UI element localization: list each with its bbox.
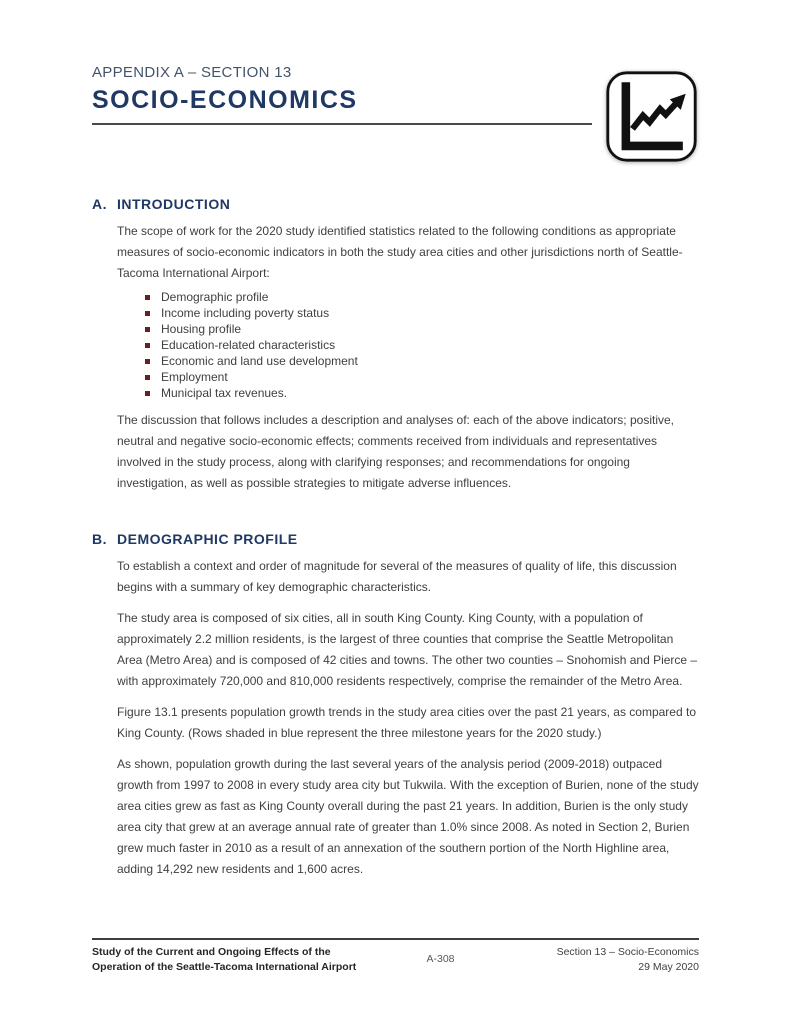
page-content [92, 64, 700, 880]
list-item [145, 289, 700, 305]
section-demographic-profile [92, 531, 700, 880]
paragraph: To establish a context and order of magnitude for several of the measures of quality of life, this discussion begins with a summary of key demographic characteristics. [117, 559, 677, 594]
list-item [145, 385, 700, 401]
footer-section-label: Section 13 – Socio-Economics [556, 946, 699, 958]
footer-study-title-line2: Operation of the Seattle-Tacoma International Airport [92, 961, 357, 973]
footer-section-info [514, 945, 699, 975]
square-bullet-icon [145, 391, 150, 396]
section-b-letter: B. [92, 531, 107, 547]
list-item [145, 353, 700, 369]
square-bullet-icon [145, 311, 150, 316]
list-item-text: Municipal tax revenues. [161, 386, 288, 400]
section-b-heading [92, 531, 700, 547]
page-title: SOCIO-ECONOMICS [92, 86, 358, 114]
intro-paragraph: The scope of work for the 2020 study identified statistics related to the following conditions as appropriate measures of socio-economic indicators in both the study area cities and other jurisdictions north of Seattle-Tacoma International Airport: [117, 224, 683, 280]
square-bullet-icon [145, 295, 150, 300]
page-number: A-308 [426, 953, 455, 965]
square-bullet-icon [145, 375, 150, 380]
list-item [145, 305, 700, 321]
square-bullet-icon [145, 343, 150, 348]
header-title-block [92, 64, 592, 125]
footer-date: 29 May 2020 [638, 961, 699, 973]
list-item [145, 369, 700, 385]
list-item-text: Housing profile [161, 322, 242, 336]
document-footer [92, 938, 699, 975]
footer-study-title [92, 945, 367, 975]
footer-study-title-line1: Study of the Current and Ongoing Effects of the [92, 946, 331, 958]
appendix-eyebrow: APPENDIX A – SECTION 13 [92, 64, 292, 81]
square-bullet-icon [145, 327, 150, 332]
list-item-text: Income including poverty status [161, 306, 330, 320]
paragraph: The study area is composed of six cities, all in south King County. King County, with a population of approximately 2.2 million residents, is the largest of three counties that comprise the Seattle Metropolitan Area (Metro Area) and is composed of 42 cities and towns. The other two counties – Snohomish and Pierce – with approximately 720,000 and 810,000 residents respectively, comprise the remainder of the Metro Area. [117, 611, 698, 688]
list-item [145, 321, 700, 337]
list-item-text: Demographic profile [161, 290, 269, 304]
line-chart-icon [603, 69, 700, 164]
list-item-text: Employment [161, 370, 228, 384]
discussion-paragraph: The discussion that follows includes a description and analyses of: each of the above indicators; positive, neutral and negative socio-economic effects; comments received from individuals and representatives involved in the study process, along with clarifying responses; and recommendations for ongoing investigation, as well as possible strategies to mitigate adverse influences. [117, 413, 674, 490]
section-a-body [92, 221, 700, 494]
list-item-text: Education-related characteristics [161, 338, 336, 352]
section-a-title: INTRODUCTION [117, 196, 231, 212]
paragraph: Figure 13.1 presents population growth trends in the study area cities over the past 21 years, as compared to King County. (Rows shaded in blue represent the three milestone years for the 2020 study.) [117, 705, 696, 740]
section-b-title: DEMOGRAPHIC PROFILE [117, 531, 298, 547]
title-rule [92, 123, 592, 125]
square-bullet-icon [145, 359, 150, 364]
section-a-heading [92, 196, 700, 212]
section-a-letter: A. [92, 196, 107, 212]
section-introduction [92, 196, 700, 494]
indicator-list [117, 289, 700, 401]
list-item [145, 337, 700, 353]
list-item-text: Economic and land use development [161, 354, 358, 368]
section-b-body [92, 556, 700, 880]
document-header [92, 64, 700, 164]
paragraph: As shown, population growth during the last several years of the analysis period (2009-2018) outpaced growth from 1997 to 2008 in every study area city but Tukwila. With the exception of Burien, none of the study area cities grew as fast as King County overall during the past 21 years. In addition, Burien is the only study area city that grew at an average annual rate of greater than 1.0% since 2008. As noted in Section 2, Burien grew much faster in 2010 as a result of an annexation of the southern portion of the North Highline area, adding 14,292 new residents and 1,600 acres. [117, 757, 699, 876]
